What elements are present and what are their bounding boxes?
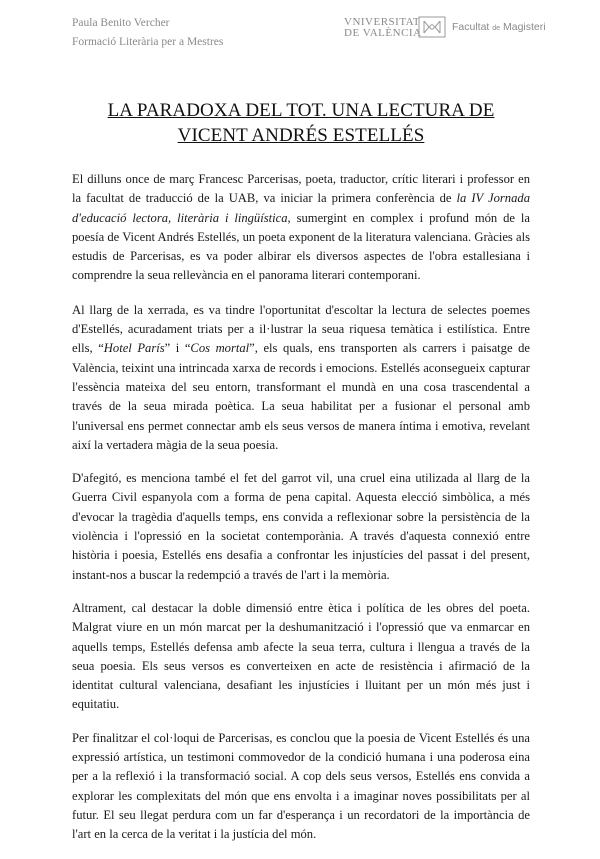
paragraph-2-italic-2: Cos mortal bbox=[190, 341, 250, 356]
paragraph-2-text-a: Al llarg de la xerrada, es va tindre l'oportunitat d'escoltar la lectura de selectes poemes d'Estellés, acuradament triats per a il·lustrar la seua riquesa temàtica i estilística. Entre ells, “ bbox=[72, 302, 530, 356]
document-body bbox=[72, 170, 530, 859]
paragraph-1-text-a: El dilluns once de març Francesc Parcerisas, poeta, traductor, crític literari i professor en la facultat de traducció de la UAB, va iniciar la primera conferència de bbox=[72, 172, 530, 206]
paragraph-2 bbox=[72, 301, 530, 455]
paragraph-2-italic-1: Hotel París bbox=[103, 341, 165, 356]
faculty-word: Facultat bbox=[452, 21, 490, 33]
course-name: Formació Literària per a Mestres bbox=[72, 36, 224, 48]
paragraph-1 bbox=[72, 170, 530, 286]
paragraph-4: Altrament, cal destacar la doble dimensió entre ètica i política de les obres del poeta. Malgrat viure en un món marcat per la deshumanització i l'opressió que va enmarcar en aquells temps, Estellés defensa amb afecte la seua terra, cultura i llengua a través de la seua poesia. Els seus versos es converteixen en acte de resistència i afirmació de la identitat cultural valenciana, desafiant les injustícies i lluitant per un món més just i equitatiu. bbox=[72, 600, 530, 712]
faculty-name bbox=[452, 21, 546, 33]
paragraph-2-text-c: ”, els quals, ens transporten als carrers i paisatge de València, teixint una intrincada xarxa de records i emocions. Estellés aconsegueix capturar l'essència mateixa del seu entorn, transformant el mundà en una cosa trascendental a través de la seua mirada poètica. La seua habilitat per a fusionar el personal amb l'universal ens permet connectar amb els seus versos de manera íntima i emotiva, revelant així la vertadera màgia de la seua poesia. bbox=[72, 341, 530, 452]
faculty-title: Magisteri bbox=[503, 21, 546, 33]
paragraph-3: D'afegitó, es menciona també el fet del garrot vil, una cruel eina utilizada al llarg de la Guerra Civil espanyola com a forma de pena capital. Aquesta elecció simbòlica, a més d'evocar la tragèdia d'aquells temps, ens convida a reflexionar sobre la persistència de la violència i l'opressió en la societat contemporània. A través d'aquesta connexió entre història i poesia, Estellés ens desafia a confrontar les injustícies del passat i del present, instant-nos a buscar la redempció a través de l'art i la memòria. bbox=[72, 471, 530, 582]
university-seal-icon bbox=[418, 16, 446, 38]
paragraph-1-text-b: , sumergint en complex i profund món de la poesía de Vicent Andrés Estellés, un poeta exponent de la literatura valenciana. Gràcies als estudis de Parcerisas, es va poder albirar els diversos aspectes de l'obra estallesiana i comprendre la seua rellevància en el panorama literari contemporani. bbox=[72, 210, 531, 283]
faculty-de: de bbox=[492, 25, 501, 32]
university-logo bbox=[344, 16, 554, 50]
paragraph-2-text-b: ” i “ bbox=[164, 341, 191, 356]
author-name: Paula Benito Vercher bbox=[72, 17, 170, 29]
university-name-line1: VNIVERSITAT bbox=[344, 16, 421, 28]
document-title: LA PARADOXA DEL TOT. UNA LECTURA DE VICENT ANDRÉS ESTELLÉS bbox=[107, 100, 495, 146]
university-name-line2: DE VALÈNCIA bbox=[344, 27, 422, 39]
paragraph-5: Per finalitzar el col·loqui de Parcerisas, es conclou que la poesia de Vicent Estellés és una expressió artística, un testimoni commovedor de la condició humana i una poderosa eina per a la reflexió i la transformació social. A cop dels seus versos, Estellés ens convida a explorar les complexitats del món que ens envolta i a imaginar noves possibilitats per al futur. El seu llegat perdura com un far d'esperança i un recordatori de la importància de l'art en la cerca de la veritat i la justícia del món. bbox=[72, 730, 530, 842]
paragraph-1-italic: la IV Jornada d'educació lectora, literària i lingüística bbox=[72, 191, 530, 225]
page-header bbox=[72, 14, 546, 54]
